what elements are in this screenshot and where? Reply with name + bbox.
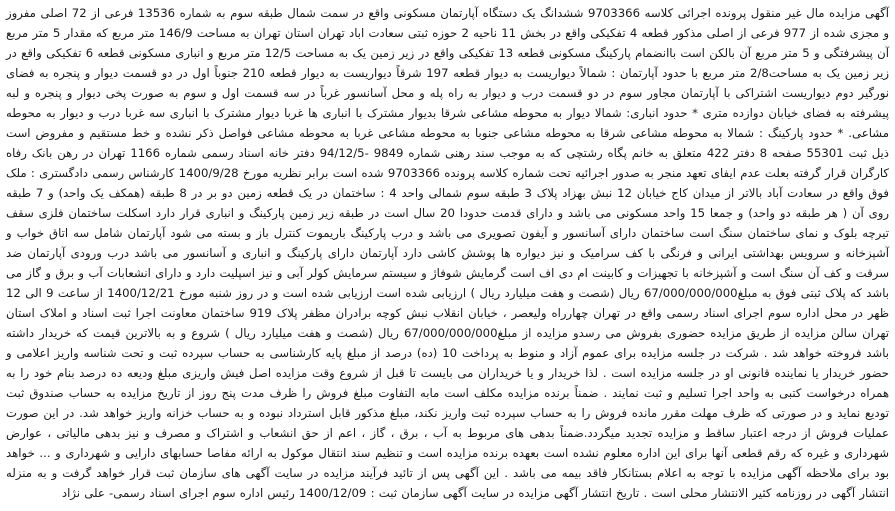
auction-notice-text: آگهی مزایده مال غیر منقول پرونده اجرائی کلاسه 9703366 ششدانگ یک دستگاه آپارتمان مسکونی واقع در سمت شمال طبقه سوم به شماره 13536 فرعی از 72 اصلی مفروز و مجزی شده از 977 فرعی از اصلی مذکور قطعه 4 تفکیکی واقع در بخش 11 ناحیه 2 حوزه ثبتی سعادت اباد تهران استان تهران به مساحت 146/9 متر مربع که مقدار 5 متر مربع آن پیشرفتگی و 5 متر مربع آن بالکن است باانضمام پارکینگ مسکونی قطعه 13 تفکیکی واقع در زیر زمین یک به مساحت 12/5 متر مربع و انباری مسکونی قطعه 6 تفکیکی واقع در زیر زمین یک به مساحت2/8 متر مربع با حدود آپارتمان : شمالاً دیواریست به دیوار قطعه 197 شرقاً دیواریست به دیوار قطعه 210 جنوباً اول در دو قسمت دیوار و پنجره به فضای نورگیر دوم دیواریست اشتراکی با آپارتمان مجاور سوم در دو قسمت درب و دیوار به راه پله و محل آسانسور غرباً در سه قسمت اول و سوم به صورت پخی دیوار و پنجره و لبه پیشرفته به فضای خیابان دوازده متری * حدود انباری: شمالا دیوار به محوطه مشاعی شرقا بدیوار مشترک با انباری ها غربا دیوار مشترک با انباری سه غربا درب و دیوار به محوطه مشاعی. * حدود پارکینگ : شمالا به محوطه مشاعی شرقا به محوطه مشاعی جنوبا به محوطه مشاعی غربا به محوطه مشاعی فواصل ذکر نشده و خط مستقیم و مفروض است ذیل ثبت 55301 صفحه 8 دفتر 422 متعلق به خانم پگاه رشتچی که به موجب سند رهنی شماره 9849 -94/12/5 دفتر خانه اسناد رسمی شماره 1166 تهران در رهن بانک رفاه کارگران قرار گرفته بعلت عدم ایفای تعهد منجر به صدور اجرائیه تحت شماره کلاسه پرونده 9703366 شده است برابر نظریه مورخ 1400/9/28 کارشناس رسمی دادگستری : ملک فوق واقع در سعادت آباد بالاتر از میدان کاج خیابان 12 نبش بهزاد پلاک 3 طبقه سوم شمالی واحد 4 : ساختمان در یک قطعه زمین دو بر در 8 طبقه (همکف یک واحد) و 7 طبقه روی آن ( هر طبقه دو واحد) و جمعا 15 واحد مسکونی می باشد و دارای قدمت حدودا 20 سال است در طبقه زیر زمین پارکینگ و انباری قرار دارد اسکلت ساختمان فلزی سقف تیرچه بلوک و نمای ساختمان سنگ است ساختمان دارای آسانسور و آیفون تصویری می باشد و درب پارکینگ باریموت کنترل باز و بسته می شود آپارتمان شامل سه اتاق خواب و آشپزخانه و سرویس بهداشتی ایرانی و فرنگی با کف سرامیک و نیز دیواره ها پوشش کاشی دارد آپارتمان دارای پارکینگ و انباری و آسانسور می باشد درب ورودی آپارتمان ضد سرقت و کف آن سنگ است و آشپزخانه با تجهیزات و کابینت ام دی اف است گرمایش شوفاژ و سیستم سرمایش کولر آبی و نیز اسپلیت دارد و دارای انشعابات آب و برق و گاز می باشد که پلاک ثبتی فوق به مبلغ67/000/000/000 ریال (شصت و هفت میلیارد ریال ) ارزیابی شده است ارزیابی شده است و در روز شنبه مورخ 1400/12/21 از ساعت 9 الی 12 ظهر در محل اداره سوم اجرای اسناد رسمی واقع در تهران چهارراه ولیعصر ، خیابان انقلاب نبش کوچه برادران مظفر پلاک 919 ساختمان معاونت اجرا ثبت اسناد و املاک استان تهران سالن مزایده از طریق مزایده حضوری بفروش می رسدو مزایده از مبلغ67/000/000/000 ریال (شصت و هفت میلیارد ریال ) شروع و به بالاترین قیمت که خریدار داشته باشد فروخته خواهد شد . شرکت در جلسه مزایده برای عموم آزاد و منوط به پرداخت 10 (ده) درصد از مبلغ پایه کارشناسی به حساب سپرده ثبت و تحت شناسه واریز اعلامی و حضور خریدار یا نماینده قانونی او در جلسه مزایده است . لذا خریدار و یا خریداران می بایست تا قبل از شروع وقت مزایده اصل فیش واریزی مبلغ ودیعه ده درصد بنام خود را به همراه درخواست کتبی به واحد اجرا تسلیم و ثبت نمایند . ضمناً برنده مزایده مکلف است مابه التفاوت مبلغ فروش را ظرف مدت پنج روز از تاریخ مزایده به حساب صندوق ثبت تودیع نماید و در صورتی که ظرف مهلت مقرر مانده فروش را به حساب سپرده ثبت واریز نکند، مبلغ مذکور قابل استرداد نبوده و به حساب خزانه واریز خواهد شد. در این صورت عملیات فروش از درجه اعتبار ساقط و مزایده تجدید میگردد.ضمناً بدهی های مربوط به آب ، برق ، گاز ، اعم از حق انشعاب و اشتراک و مصرف و نیز بدهی مالیاتی ، عوارض شهرداری و غیره که رقم قطعی آنها برای این اداره معلوم نشده است بعهده برنده مزایده است و تنظیم سند انتقال موکول به ارائه مفاصا حسابهای دارایی و شهرداری و ... خواهد بود برای ملاحظه آگهی مزایده با توجه به اعلام بستانکار فاقد بیمه می باشد . این آگهی پس از تائید فرآیند مزایده در سایت آگهی های سازمان ثبت قرار خواهد گرفت و به منزله انتشار آگهی در روزنامه کثیر الانتشار محلی است . تاریخ انتشار آگهی مزایده در سایت آگهی سازمان ثبت : 1400/12/09 رئیس اداره سوم اجرای اسناد رسمی- علی نژاد — [6, 6, 890, 501]
